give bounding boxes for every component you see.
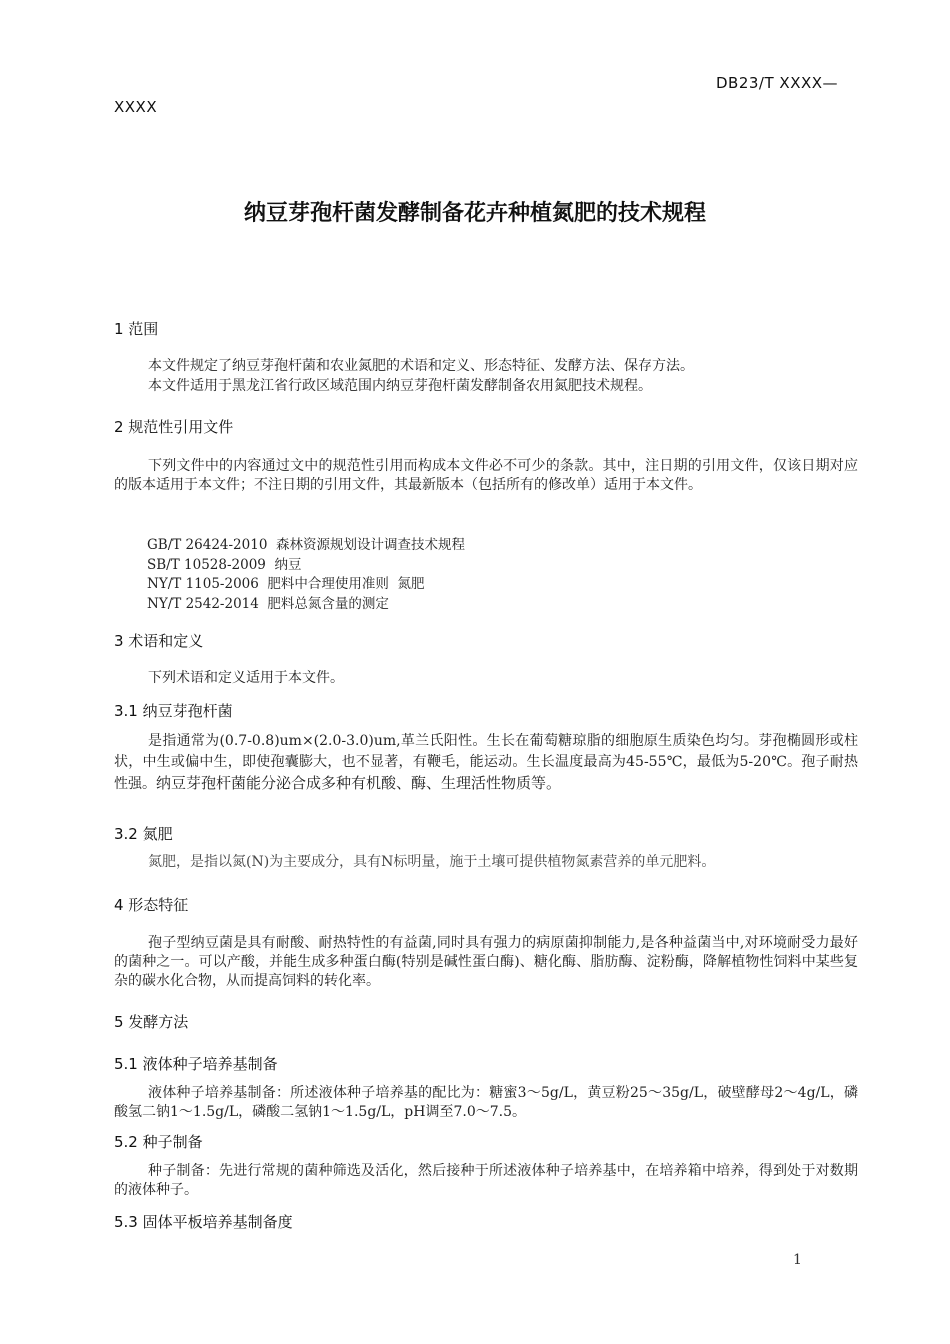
section-3-2-para: 氮肥，是指以氮(N)为主要成分，具有N标明量，施于土壤可提供植物氮素营养的单元肥料。 xyxy=(148,854,716,870)
section-3-para-1: 下列术语和定义适用于本文件。 xyxy=(148,670,344,686)
section-3-1-heading: 3.1 纳豆芽孢杆菌 xyxy=(114,702,233,720)
section-2-heading: 2 规范性引用文件 xyxy=(114,418,234,436)
section-3-1-para xyxy=(114,731,858,795)
standard-code-line2: XXXX xyxy=(114,98,158,116)
document-title: 纳豆芽孢杆菌发酵制备花卉种植氮肥的技术规程 xyxy=(243,201,706,226)
section-5-1-heading: 5.1 液体种子培养基制备 xyxy=(114,1055,278,1073)
section-1-para-1: 本文件规定了纳豆芽孢杆菌和农业氮肥的术语和定义、形态特征、发酵方法、保存方法。 xyxy=(148,358,694,374)
page-number: 1 xyxy=(793,1252,802,1268)
section-5-2-heading: 5.2 种子制备 xyxy=(114,1133,203,1151)
section-4-heading: 4 形态特征 xyxy=(114,896,189,914)
section-3-1-text-sans: 纳豆芽孢杆菌能分泌合成多种有机酸、酶、生理活性物质等。 xyxy=(156,774,562,792)
reference-item: GB/T 26424-2010 森林资源规划设计调查技术规程 xyxy=(147,537,465,553)
section-5-heading: 5 发酵方法 xyxy=(114,1013,189,1031)
section-3-2-heading: 3.2 氮肥 xyxy=(114,825,173,843)
reference-item: NY/T 1105-2006 肥料中合理使用准则 氮肥 xyxy=(147,576,425,592)
section-3-1-text-serif: 是指通常为(0.7-0.8)um×(2.0-3.0)um,革兰氏阳性。生长在葡萄糖琼脂的细胞原生质染色均匀。芽孢椭圆形或柱状，中生或偏中生，即使孢囊膨大，也不显著，有鞭毛，能运动。生长温度最高为45-55℃，最低为5-20℃。孢子耐热性强。 xyxy=(114,733,858,792)
section-2-para-1: 下列文件中的内容通过文中的规范性引用而构成本文件必不可少的条款。其中，注日期的引用文件，仅该日期对应的版本适用于本文件；不注日期的引用文件，其最新版本（包括所有的修改单）适用于本文件。 xyxy=(114,458,858,493)
section-5-2-para: 种子制备：先进行常规的菌种筛选及活化，然后接种于所述液体种子培养基中，在培养箱中培养，得到处于对数期的液体种子。 xyxy=(114,1163,858,1198)
section-1-para-2: 本文件适用于黑龙江省行政区域范围内纳豆芽孢杆菌发酵制备农用氮肥技术规程。 xyxy=(148,378,652,394)
reference-item: SB/T 10528-2009 纳豆 xyxy=(147,557,302,573)
standard-code-line1: DB23/T XXXX— xyxy=(716,74,839,92)
section-3-heading: 3 术语和定义 xyxy=(114,632,204,650)
section-4-para: 孢子型纳豆菌是具有耐酸、耐热特性的有益菌,同时具有强力的病原菌抑制能力,是各种益菌当中,对环境耐受力最好的菌种之一。可以产酸，并能生成多种蛋白酶(特别是碱性蛋白酶)、糖化酶、脂肪酶、淀粉酶，降解植物性饲料中某些复杂的碳水化合物，从而提高饲料的转化率。 xyxy=(114,935,858,989)
section-1-heading: 1 范围 xyxy=(114,320,159,338)
reference-item: NY/T 2542-2014 肥料总氮含量的测定 xyxy=(147,596,389,612)
section-5-1-para: 液体种子培养基制备：所述液体种子培养基的配比为：糖蜜3～5g/L，黄豆粉25～35g/L，破壁酵母2～4g/L，磷酸氢二钠1～1.5g/L，磷酸二氢钠1～1.5g/L，pH调至7.0～7.5。 xyxy=(114,1085,858,1120)
section-5-3-heading: 5.3 固体平板培养基制备度 xyxy=(114,1213,293,1231)
